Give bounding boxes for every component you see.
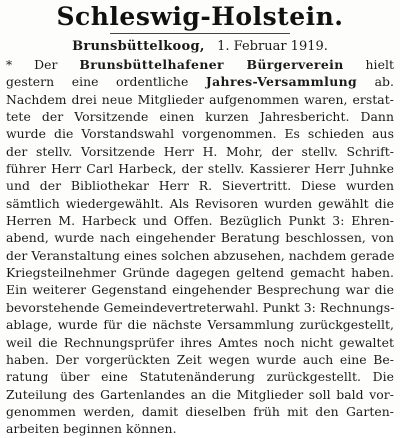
- line-text: tete der Vorsitzende einen kurzen Jahresbericht. Dann: [6, 109, 394, 125]
- dateline: [0, 38, 400, 56]
- line-text: Nachdem drei neue Mitglieder aufgenommen waren, erstat-: [6, 91, 394, 107]
- article-line: [6, 247, 394, 264]
- headline-rule: [110, 33, 290, 34]
- line-text: der stellv. Vorsitzende Herr H. Mohr, der stellv. Schrift-: [6, 143, 394, 159]
- article-line: [6, 108, 394, 125]
- article-body: [6, 56, 394, 438]
- line-text: Kriegsteilnehmer Gründe dagegen geltend gemacht haben.: [6, 265, 394, 281]
- article-line: [6, 334, 394, 351]
- line-text: genommen werden, damit dieselben früh mit den Garten-: [6, 403, 394, 419]
- article-line: [6, 195, 394, 212]
- line-text: ab.: [357, 74, 394, 90]
- article-line: [6, 264, 394, 281]
- line-text: Ein weiterer Gegenstand eingehender Besprechung war die: [6, 282, 394, 298]
- line-text: haben. Der vorgerückten Zeit wegen wurde auch eine Be-: [6, 351, 394, 367]
- line-text: * Der: [6, 57, 80, 72]
- article-line: [6, 73, 394, 90]
- article-line: [6, 351, 394, 368]
- line-text: führer Herr Carl Harbeck, der stellv. Kassierer Herr Juhnke: [6, 161, 394, 177]
- line-text: wurde die Vorstandswahl vorgenommen. Es schieden aus: [6, 126, 394, 142]
- line-text: Herren M. Harbeck und Offen. Bezüglich Punkt 3: Ehren-: [6, 213, 394, 229]
- line-text: weil die Rechnungsprüfer ihres Amtes noch nicht gewaltet: [6, 334, 394, 350]
- article-line: [6, 177, 394, 194]
- article-line: [6, 368, 394, 385]
- article-line: [6, 91, 394, 108]
- article-line: [6, 125, 394, 142]
- dateline-spacer: [209, 39, 213, 54]
- article-line: [6, 143, 394, 160]
- line-text: bevorstehende Gemeindevertreterwahl. Punkt 3: Rechnungs-: [6, 299, 395, 315]
- article-line: [6, 299, 394, 316]
- line-text: Zuteilung des Gartenlandes an die Mitglieder soll bald vor-: [6, 386, 394, 402]
- line-text: der Veranstaltung eines solchen abzusehen, nachdem gerade: [6, 247, 395, 263]
- line-text: abend, wurde nach eingehender Beratung beschlossen, von: [6, 230, 394, 246]
- article-line: [6, 160, 394, 177]
- article-line: [6, 56, 394, 73]
- line-text: arbeiten beginnen können.: [6, 421, 177, 437]
- line-text: sämtlich wiedergewählt. Als Revisoren wurden gewählt die: [6, 195, 394, 211]
- dateline-date: 1. Februar 1919.: [217, 39, 328, 54]
- article-line: [6, 281, 394, 298]
- line-text: gestern eine ordentliche: [6, 74, 206, 90]
- line-text: ratung über eine Statutenänderung zurückgestellt. Die: [6, 369, 394, 385]
- article-line: [6, 386, 394, 403]
- line-text: hielt: [343, 57, 394, 72]
- emphasized-text: Brunsbüttelhafener Bürgerverein: [79, 57, 344, 72]
- article-line: [6, 316, 394, 333]
- dateline-place: Brunsbüttelkoog,: [72, 39, 205, 54]
- line-text: ablage, wurde für die nächste Versammlung zurückgestellt,: [6, 317, 394, 333]
- article-line: [6, 229, 394, 246]
- article-line: [6, 420, 394, 437]
- emphasized-text: Jahres-Versammlung: [205, 74, 358, 90]
- line-text: und der Bibliothekar Herr R. Sievertritt. Diese wurden: [6, 178, 394, 194]
- headline: Schleswig-Holstein.: [56, 2, 344, 31]
- article-line: [6, 212, 394, 229]
